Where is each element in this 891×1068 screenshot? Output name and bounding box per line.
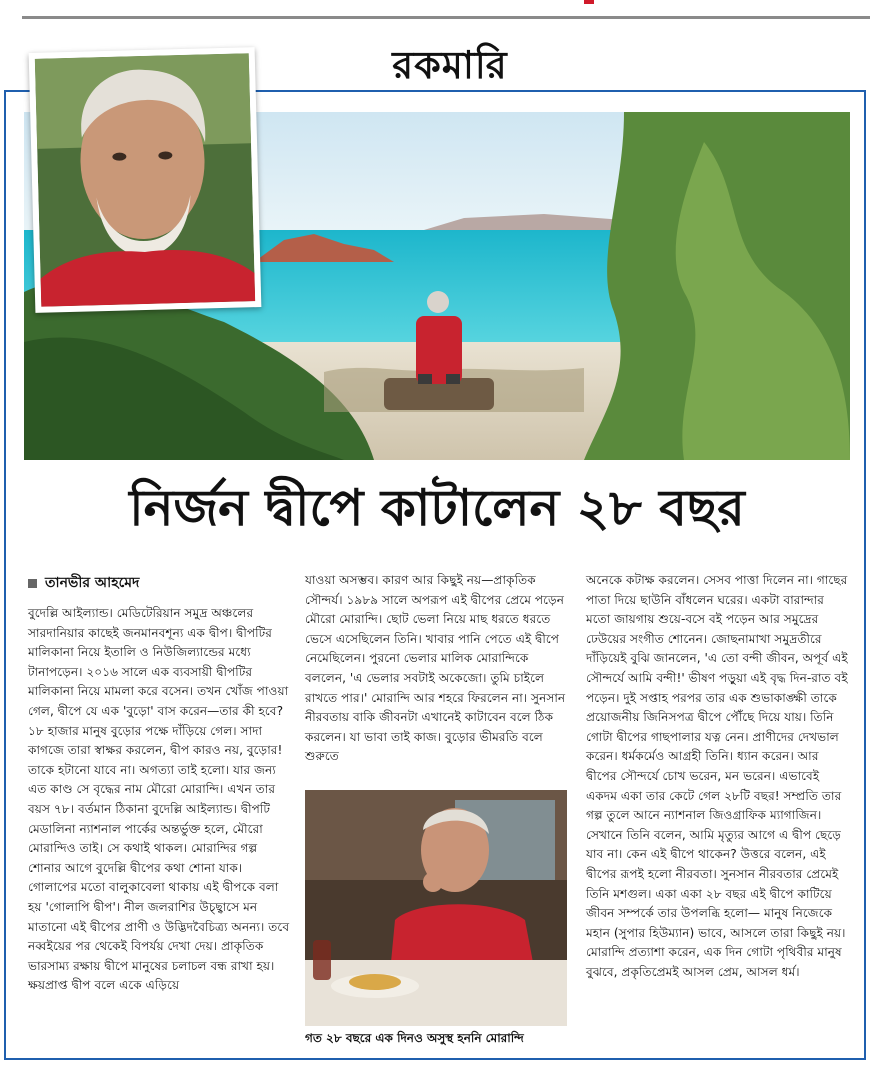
- article-column-3: [586, 571, 848, 982]
- article-column-1: [28, 604, 290, 996]
- top-rule: [22, 16, 870, 19]
- top-accent-mark: [584, 0, 594, 4]
- square-bullet-icon: [28, 579, 37, 588]
- photo-caption: গত ২৮ বছরে এক দিনও অসুস্থ হননি মোরান্দি: [305, 1031, 524, 1045]
- dining-photo: [305, 790, 567, 1026]
- article-text-col2: যাওয়া অসম্ভব। কারণ আর কিছুই নয়—প্রাকৃতিক সৌন্দর্য। ১৯৮৯ সালে অপরূপ এই দ্বীপের প্রেমে পড়েন মৌরো মোরান্দি। ছোট ভেলা নিয়ে মাছ ধরতে ধরতে ভেসে এসেছিলেন তিনি। খাবার পানি পেতে এই দ্বীপে নেমেছিলেন। পুরনো ভেলার মালিক মোরান্দিকে বললেন, 'এ ভেলার সবটাই অকেজো। তুমি চাইলে রাখতে পার।' মোরান্দি আর শহরে ফিরলেন না। সুনসান নীরবতায় বাকি জীবনটা এখানেই কাটাবেন বলে ঠিক করলেন। যা ভাবা তাই কাজ। বুড়োর ভীমরতি বলে শুরুতে: [305, 573, 566, 764]
- section-title: রকমারি: [392, 43, 508, 87]
- article-text-col1: বুদেল্লি আইল্যান্ড। মেডিটেরিয়ান সমুদ্র অঞ্চলের সারদানিয়ার কাছেই জনমানবশূন্য এক দ্বীপ। দ্বীপটির মালিকানা নিয়ে ইতালি ও নিউজিল্যান্ডের মধ্যে টানাপড়েন। ২০১৬ সালে এক ব্যবসায়ী দ্বীপটির মালিকানা নিয়ে মামলা করে বসেন। তখন খোঁজ পাওয়া গেল, দ্বীপে যে এক 'বুড়ো' বাস করেন—তার কী হবে? ১৮ হাজার মানুষ বুড়োর পক্ষে দাঁড়িয়ে গেল। সাদা কাগজে তারা স্বাক্ষর করলেন, দ্বীপ কারও নয়, বুড়োর! তাকে হটানো যাবে না। অগত্যা তাই হলো। যার জন্য এত কাণ্ড সে বৃদ্ধের নাম মৌরো মোরান্দি। এখন তার বয়স ৭৮। বর্তমান ঠিকানা বুদেল্লি আইল্যান্ড। দ্বীপটি মেডালিনা ন্যাশনাল পার্কের অন্তর্ভুক্ত হলে, মৌরো মোরান্দিও তাই। সে কথাই থাকল। মোরান্দির গল্প শোনার আগে বুদেল্লি দ্বীপের কথা শোনা যাক। গোলাপের মতো বালুকাবেলা থাকায় এই দ্বীপকে বলা হয় 'গোলাপি দ্বীপ'। নীল জলরাশির উচ্ছ্বাসে মন মাতানো এই দ্বীপের প্রাণী ও উদ্ভিদবৈচিত্র্য অনন্য। তবে নব্বইয়ের পর থেকেই বিপর্যয় দেখা দেয়। প্রাকৃতিক ভারসাম্য রক্ষায় দ্বীপে মানুষের চলাচল বন্ধ রাখা হয়। ক্ষয়প্রাপ্ত দ্বীপ বলে একে এড়িয়ে: [28, 606, 290, 993]
- article-text-col3: অনেকে কটাক্ষ করলেন। সেসব পাত্তা দিলেন না। গাছের পাতা দিয়ে ছাউনি বাঁধলেন ঘরের। একটা বারান্দার মতো জায়গায় শুয়ে-বসে বই পড়েন আর সমুদ্রের ঢেউয়ের সংগীত শোনেন। জোছনামাখা সমুদ্রতীরে দাঁড়িয়েই বুঝি জানলেন, 'এ তো বন্দী জীবন, অপূর্ব এই সৌন্দর্যে আমি বন্দী!' ভীষণ পড়ুয়া এই বৃদ্ধ দিন-রাত বই পড়েন। দুই সপ্তাহ পরপর তার এক শুভাকাঙ্ক্ষী তাকে প্রয়োজনীয় জিনিসপত্র দ্বীপে পৌঁছে দিয়ে যায়। তিনি গোটা দ্বীপের গাছপালার যত্ন নেন। প্রাণীদের দেখভাল করেন। ধর্মকর্মেও আগ্রহী তিনি। ধ্যান করেন। আর দ্বীপের সৌন্দর্যে চোখ ভরেন, মন ভরেন। এভাবেই একদম একা তার কেটে গেল ২৮টি বছর! সম্প্রতি তার গল্প তুলে আনে ন্যাশনাল জিওগ্রাফিক ম্যাগাজিন। সেখানে তিনি বলেন, আমি মৃত্যুর আগে এ দ্বীপ ছেড়ে যাব না। কেন এই দ্বীপে থাকেন? উত্তরে বলেন, এই দ্বীপের রূপই হলো নীরবতা। সুনসান নীরবতার প্রেমেই তিনি মশগুল। একা একা ২৮ বছর এই দ্বীপে কাটিয়ে জীবন সম্পর্কে তার উপলব্ধি হলো— মানুষ নিজেকে মহান (সুপার হিউম্যান) ভাবে, আসলে তারা কিছুই নয়। মোরান্দি প্রত্যাশা করেন, এক দিন গোটা পৃথিবীর মানুষ বুঝবে, প্রকৃতিপ্রেমই আসল প্রেম, আসল ধর্ম।: [586, 573, 848, 979]
- article-column-2: [305, 571, 567, 767]
- portrait-inset-photo: [29, 47, 262, 313]
- article-headline: নির্জন দ্বীপে কাটালেন ২৮ বছর: [129, 478, 745, 537]
- byline: [28, 571, 139, 595]
- author-name: তানভীর আহমেদ: [45, 575, 140, 591]
